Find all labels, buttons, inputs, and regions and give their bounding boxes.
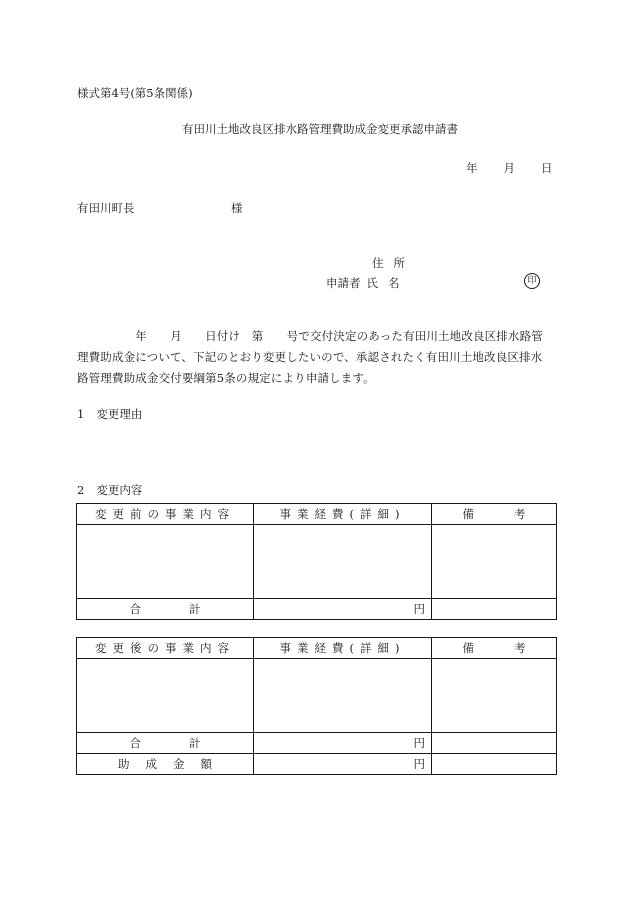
total-label: 合 計 [77,733,254,754]
body-line-2: 理費助成金について、下記のとおり変更したいので、承認されたく有田川土地改良区排水 [77,350,543,364]
seal-mark: 印 [524,273,540,289]
section-2-number: 2 [77,483,85,497]
section-1-title: 変更理由 [96,407,143,421]
subsidy-amount-cell[interactable]: 円 [254,754,432,775]
date-day-label: 日 [541,161,553,175]
date-year-label: 年 [466,161,478,175]
header-before-content: 変更前の事業内容 [77,504,254,525]
addressee-honorific: 様 [231,201,243,215]
cell-before-expense[interactable] [254,525,432,599]
header-remarks: 備 考 [432,504,557,525]
addressee-name: 有田川町長 [77,201,135,215]
cell-after-content[interactable] [77,659,254,733]
total-remarks-cell[interactable] [432,599,557,620]
header-remarks: 備 考 [432,638,557,659]
cell-before-remarks[interactable] [432,525,557,599]
total-label: 合 計 [77,599,254,620]
document-title: 有田川土地改良区排水路管理費助成金変更承認申請書 [182,122,458,136]
applicant-label: 申請者 [326,276,361,290]
body-line-3: 路管理費助成金交付要綱第5条の規定により申請します。 [77,371,375,385]
subsidy-amount-label: 助 成 金 額 [77,754,254,775]
total-amount-cell[interactable]: 円 [254,733,432,754]
section-1-number: 1 [77,407,85,421]
total-remarks-cell[interactable] [432,733,557,754]
section-change-reason [77,406,142,422]
header-after-content: 変更後の事業内容 [77,638,254,659]
total-amount-cell[interactable]: 円 [254,599,432,620]
application-date [466,160,553,176]
subsidy-remarks-cell[interactable] [432,754,557,775]
table-before-change [76,503,557,620]
address-label-char-1: 住 [372,256,384,270]
section-2-title: 変更内容 [96,483,143,497]
applicant-address-label [372,255,405,271]
address-label-char-2: 所 [393,256,405,270]
header-expense-detail: 事業経費(詳細) [254,504,432,525]
cell-after-expense[interactable] [254,659,432,733]
addressee [77,200,243,216]
date-month-label: 月 [503,161,515,175]
name-label-char-1: 氏 [366,276,378,290]
applicant-name-label [326,275,400,291]
cell-before-content[interactable] [77,525,254,599]
section-change-content [77,482,142,498]
table-after-change [76,637,557,775]
cell-after-remarks[interactable] [432,659,557,733]
form-number: 様式第4号(第5条関係) [77,86,193,100]
header-expense-detail: 事業経費(詳細) [254,638,432,659]
application-body-text [77,326,557,389]
name-label-char-2: 名 [388,276,400,290]
body-line-1: 年 月 日付け 第 号で交付決定のあった有田川土地改良区排水路管 [77,329,543,343]
